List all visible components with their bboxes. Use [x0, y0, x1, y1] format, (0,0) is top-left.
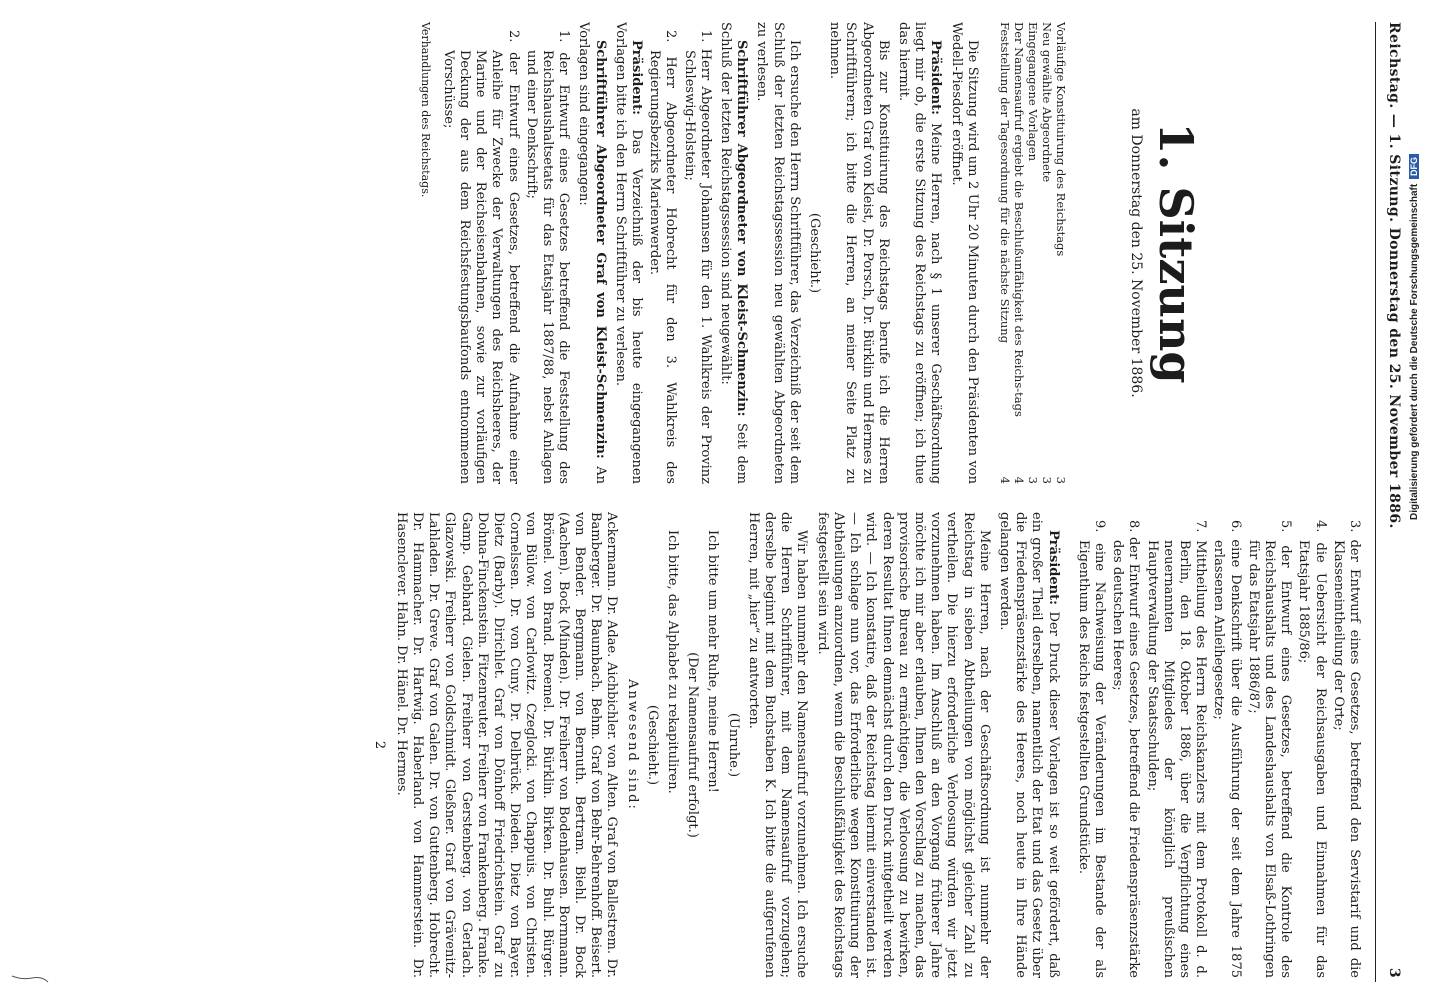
paragraph: Präsident: Das Verzeichniß der bis heute eingegangenen Vorlagen bitte ich den Herrn Schriftführer zu verlesen. — [612, 22, 644, 484]
page-number: 3 — [1386, 967, 1402, 978]
list-item: 8. der Entwurf eines Gesetzes, betreffend die Friedenspräsenzstärke des deutschen Heeres; — [1110, 520, 1142, 978]
list-item: 3. der Entwurf eines Gesetzes, betreffend den Servistarif und die Klasseneintheilung der Orte; — [1330, 520, 1362, 978]
column-left — [40, 22, 1362, 484]
toc-item: Feststellung der Tagesordnung für die nächste Sitzung 4 — [997, 22, 1012, 484]
paragraph: Die Sitzung wird um 2 Uhr 20 Minuten durch den Präsidenten von Wedell-Piesdorf eröffnet. — [948, 22, 980, 484]
list-item: 2. der Entwurf eines Gesetzes, betreffend die Aufnahme einer Anleihe für Zwecke der Verwaltungen des Reichsheeres, der Marine und der Reichseisenbahnen, sowie zur vorläufigen Deckung der aus dem Reichsfestungsbaufonds entnommenen Vorschüsse; — [440, 30, 521, 484]
toc-item: Neu gewählte Abgeordnete 3 — [1039, 22, 1054, 484]
session-title: 1. Sitzung — [1149, 122, 1203, 384]
toc-item: Eingegangene Vorlagen 3 — [1025, 22, 1040, 484]
list-item: 2. Herr Abgeordneter Hobrecht für den 3. Wahlkreis des Regierungsbezirks Marienwerder. — [647, 30, 679, 484]
stage-direction: (Geschieht.) — [644, 704, 660, 786]
signature-mark: 2 — [371, 740, 387, 750]
stage-direction: (Geschieht.) — [806, 212, 822, 294]
paragraph: Schriftführer Abgeordneter Graf von Kleist-Schmenzin: An Vorlagen sind eingegangen: — [576, 22, 608, 484]
paragraph: Ich bitte, das Alphabet zu rekapituliren. — [665, 530, 681, 794]
paragraph: Meine Herren, nach der Geschäftsordnung ist nunmehr der Reichstag in sieben Abtheilungen von möglichst gleicher Zahl zu vertheilen. Die hierzu erforderliche Verloosung würden wir jetzt vorzunehmen haben. Im Anschluß an den Vorgang früherer Jahre möchte ich mir aber erlauben, Ihnen den Vorschlag zu machen, das provisorische Bureau zu ermächtigen, die Verloosung zu bewirken, deren Resultat Ihnen demnächst durch den Druck mitgetheilt werden wird. — Ich konstatire, daß der Reichstag hiermit einverstanden ist. — Ich schlage nun vor, das Erforderliche wegen Konstituirung der Abtheilungen anzuordnen, wenn die Beschlußfähigkeit des Reichstags festgestellt sein wird. — [814, 512, 992, 978]
list-item: 4. die Uebersicht der Reichsausgaben und Einnahmen für das Etatsjahr 1885/86; — [1296, 520, 1328, 978]
page-footer: Verhandlungen des Reichstags. — [419, 22, 433, 198]
header-rule — [1375, 22, 1376, 982]
dfg-credit-text: Digitalisierung gefördert durch die Deutsche Forschungsgemeinschaft — [1409, 183, 1420, 520]
list-item: 5. der Entwurf eines Gesetzes, betreffend die Kontrole des Reichshaushalts und des Landeshaushalts von Elsaß-Lothringen für das Etatsjahr 1886/87; — [1245, 520, 1294, 978]
scan-artifact-mark — [10, 972, 50, 984]
speaker-label: Schriftführer Abgeordneter Graf von Kleist-Schmenzin: — [592, 40, 608, 459]
paragraph: Präsident: Der Druck dieser Vorlagen ist so weit gefördert, daß ein großer Theil derselben, namentlich der Etat und das Gesetz über die Friedenspräsenzstärke des Heeres, noch heute in Ihre Hände gelangen werden. — [996, 512, 1061, 978]
dfg-credit — [1409, 154, 1420, 520]
speaker-label: Präsident: — [628, 40, 644, 115]
paragraph: Bis zur Konstituirung des Reichstags berufe ich die Herren Abgeordneten Graf von Kleist, Dr. Porsch, Dr. Bürklin und Hermes zu Schriftführern; ich bitte die Herren, an meiner Seite Platz zu nehmen. — [827, 22, 891, 484]
table-of-contents — [998, 22, 1068, 484]
speaker-label: Präsident: — [928, 40, 944, 115]
toc-item: Vorläufige Konstituirung des Reichstags 3 — [1053, 22, 1068, 484]
list-item: 7. Mittheilung des Herrn Reichskanzlers mit dem Protokoll d. d. Berlin, den 18. Oktober 1886, über die Verpflichtung eines neuernannten Mitgliedes der königlich preußischen Hauptverwaltung der Staatsschulden; — [1144, 520, 1209, 978]
list-item: 1. Herr Abgeordneter Johannsen für den 1. Wahlkreis der Provinz Schleswig-Holstein; — [681, 30, 713, 484]
dfg-logo: DFG — [1409, 154, 1419, 179]
paragraph: Wir haben nunmehr den Namensaufruf vorzunehmen. Ich ersuche die Herren Schriftführer, mit dem Namensaufruf vorzugehen; derselbe beginnt mit dem Buchstaben K. Ich bitte die aufgerufenen Herren, mit „hier“ zu antworten. — [745, 512, 810, 978]
list-item: 9. eine Nachweisung der Veränderungen im Bestande der als Eigenthum des Reichs festgestellten Grundstücke. — [1075, 520, 1107, 978]
paragraph: Ich ersuche den Herrn Schriftführer, das Verzeichniß der seit dem Schluß der letzten Reichstagssession neu gewählten Abgeordneten zu verlesen. — [754, 22, 802, 484]
paragraph: Ich bitte um mehr Ruhe, meine Herren! — [705, 530, 721, 793]
paragraph: Präsident: Meine Herren, nach § 1 unserer Geschäftsordnung liegt mir ob, die erste Sitzung des Reichstags zu eröffnen; ich thue das hiermit. — [895, 22, 944, 484]
attendance-list: Ackermann. Dr. Adae. Aichbichler. von Alten. Graf von Ballestrem. Dr. Bamberger. Dr. Baumbach. Behm. Graf von Behr-Behrenhoff. Beisert. von Bender. Bergmann. von Bernuth. Bertram. Biehl. Dr. Bock (Aachen). Bock (Minden). Dr. Freiherr von Bodenhausen. Bornmann. Brömel. von Brand. Broemel. Dr. Bürklin. Birken. Dr. Buhl. Bürger. von Bülow. von Carlowitz. Czeglocki. von Chappuis. von Christen. Cornelssen. Dr. von Cuny. Dr. Delbrück. Dieden. Dietz von Bayer. Dietz (Barby). Dirichlet. Graf von Dönhoff Friedrichstein. Graf zu Dohna-Finckenstein. Fitzenreuter. Freiherr von Frankenberg. Franke. Gamp. Gebhard. Gielen. Freiherr von Gerstenberg. von Gerlach. Glazowski. Freiherr von Goldschmidt. Gleßner. Graf von Grävenitz-Lahladen. Dr. Greve. Graf von Galen. Dr. von Guttenberg. Hobrecht. Dr. Hammacher. Dr. Hartwig. Haberland. von Hammerstein. Dr. Hasenclever. Hahn. Dr. Hänel. Dr. Hermes. — [393, 512, 620, 978]
stage-direction: (Der Namensaufruf erfolgt.) — [685, 652, 701, 838]
column-right — [40, 512, 1362, 978]
header-title: Reichstag. — 1. Sitzung. Donnerstag den 25. November 1886. — [1386, 22, 1402, 529]
attendance-heading: Anwesend sind: — [624, 679, 640, 811]
list-item: 6. eine Denkschrift über die Ausführung der seit dem Jahre 1875 erlassenen Anleihegesetze; — [1211, 520, 1243, 978]
list-item: 1. der Entwurf eines Gesetzes betreffend die Feststellung des Reichshaushaltsetats für das Etatsjahr 1887/88, nebst Anlagen und einer Denkschrift; — [523, 30, 572, 484]
speaker-label: Schriftführer Abgeordneter von Kleist-Schmenzin: — [734, 40, 750, 417]
document-page — [30, 22, 1410, 982]
toc-item: Der Namensaufruf ergiebt die Beschlußunfähigkeit des Reichs-tags 4 — [1011, 22, 1026, 484]
session-date: am Donnerstag den 25. November 1886. — [1128, 108, 1144, 398]
speaker-label: Präsident: — [1045, 530, 1061, 605]
running-header — [1376, 22, 1402, 982]
paragraph: Schriftführer Abgeordneter von Kleist-Schmenzin: Seit dem Schluß der letzten Reichstagssession sind neugewählt: — [717, 22, 750, 484]
stage-direction: (Unruhe.) — [725, 712, 741, 778]
